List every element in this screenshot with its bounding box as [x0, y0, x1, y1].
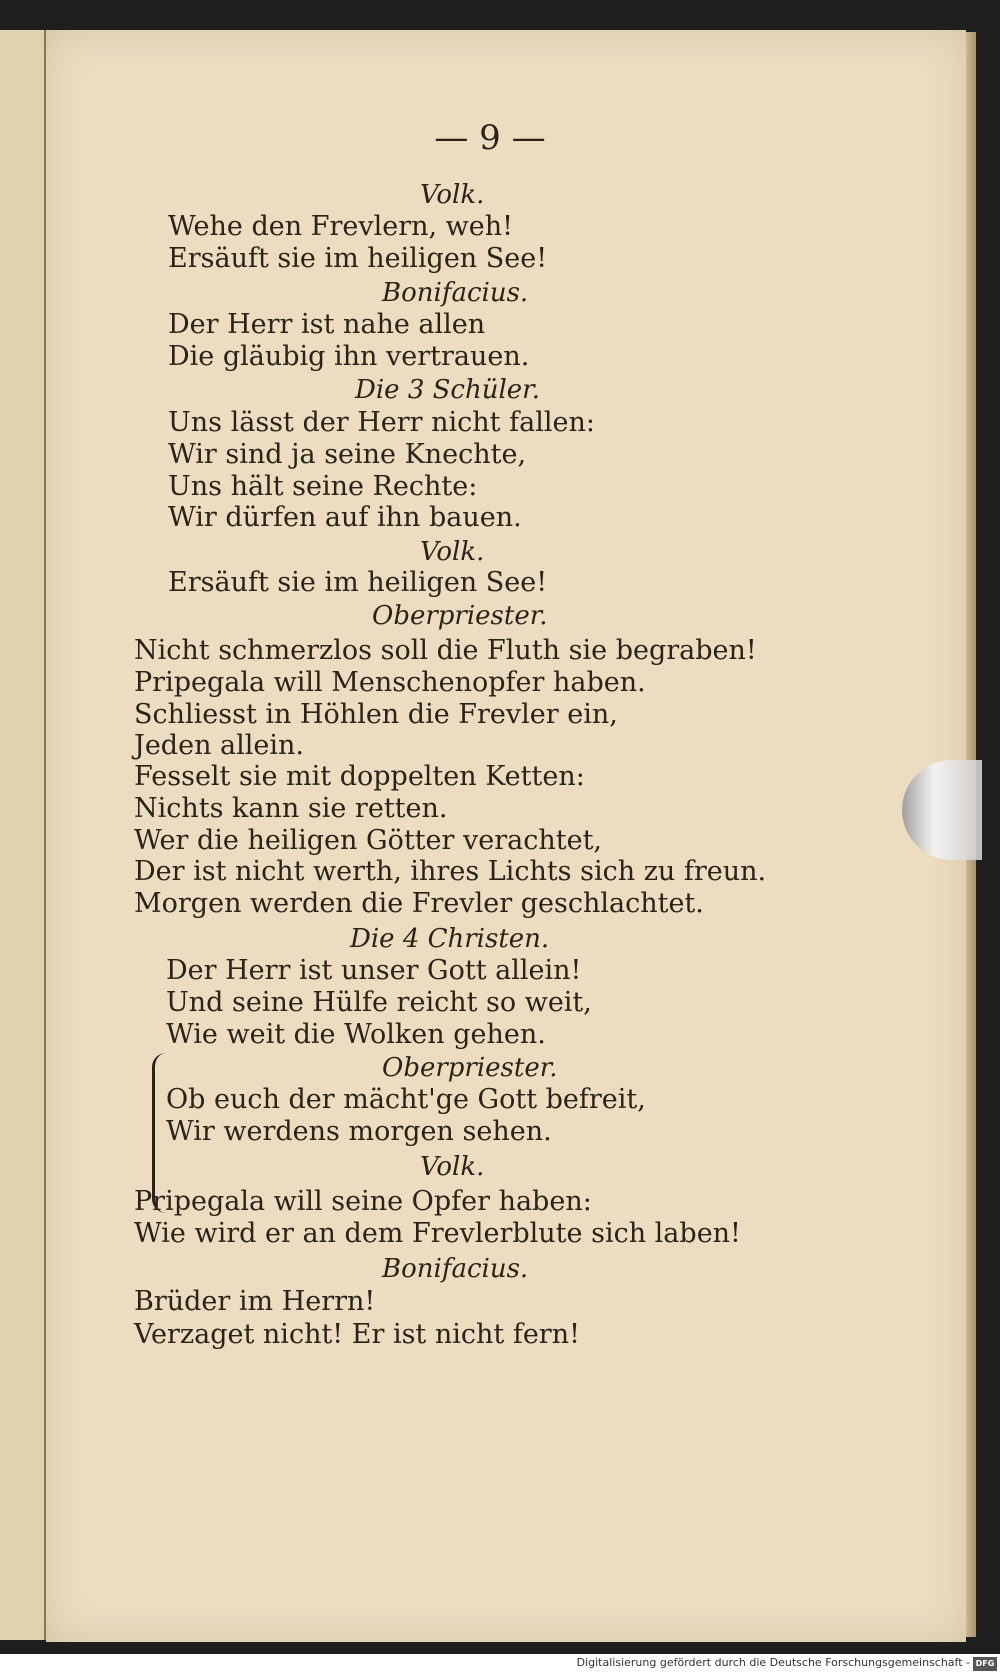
footer-bar	[0, 1654, 1000, 1675]
verse-line: Nichts kann sie retten.	[134, 793, 448, 824]
verse-line: Ersäuft sie im heiligen See!	[168, 567, 548, 598]
speaker-label: Bonifacius.	[382, 1254, 529, 1284]
verse-line: Wer die heiligen Götter verachtet,	[134, 825, 603, 856]
verse-line: Wir werdens morgen sehen.	[166, 1116, 552, 1147]
verse-line: Der ist nicht werth, ihres Lichts sich zu freun.	[134, 856, 767, 887]
speaker-label: Die 3 Schüler.	[355, 375, 541, 405]
speaker-label: Bonifacius.	[382, 278, 529, 308]
speaker-label: Volk.	[420, 1152, 485, 1182]
footer-credit: Digitalisierung gefördert durch die Deutsche Forschungsgemeinschaft -	[576, 1656, 970, 1669]
verse-line: Ersäuft sie im heiligen See!	[168, 243, 548, 274]
verse-line: Jeden allein.	[134, 730, 304, 761]
speaker-label: Volk.	[420, 180, 485, 210]
verse-line: Wir dürfen auf ihn bauen.	[168, 502, 522, 533]
left-page-edge	[0, 30, 47, 1640]
verse-line: Und seine Hülfe reicht so weit,	[166, 987, 592, 1018]
verse-line: Uns lässt der Herr nicht fallen:	[168, 407, 595, 438]
verse-line: Ob euch der mächt'ge Gott befreit,	[166, 1084, 646, 1115]
verse-line: Wie weit die Wolken gehen.	[166, 1019, 546, 1050]
verse-line: Wir sind ja seine Knechte,	[168, 439, 527, 470]
speaker-label: Die 4 Christen.	[350, 924, 550, 954]
verse-line: Morgen werden die Frevler geschlachtet.	[134, 888, 704, 919]
page-number: — 9 —	[434, 118, 546, 158]
verse-line: Pripegala will Menschenopfer haben.	[134, 667, 646, 698]
verse-line: Der Herr ist unser Gott allein!	[166, 955, 582, 986]
verse-line: Die gläubig ihn vertrauen.	[168, 341, 530, 372]
verse-line: Pripegala will seine Opfer haben:	[134, 1186, 592, 1217]
verse-line: Wehe den Frevlern, weh!	[168, 211, 513, 242]
speaker-label: Volk.	[420, 537, 485, 567]
verse-line: Fesselt sie mit doppelten Ketten:	[134, 761, 585, 792]
dfg-logo: DFG	[973, 1657, 997, 1671]
verse-line: Wie wird er an dem Frevlerblute sich laben!	[134, 1218, 741, 1249]
verse-line: Brüder im Herrn!	[134, 1286, 376, 1317]
verse-line: Uns hält seine Rechte:	[168, 471, 478, 502]
speaker-label: Oberpriester.	[382, 1053, 558, 1083]
speaker-label: Oberpriester.	[372, 601, 548, 631]
verse-line: Nicht schmerzlos soll die Fluth sie begraben!	[134, 635, 757, 666]
verse-line: Verzaget nicht! Er ist nicht fern!	[134, 1319, 580, 1350]
verse-line: Schliesst in Höhlen die Frevler ein,	[134, 699, 618, 730]
verse-line: Der Herr ist nahe allen	[168, 309, 486, 340]
